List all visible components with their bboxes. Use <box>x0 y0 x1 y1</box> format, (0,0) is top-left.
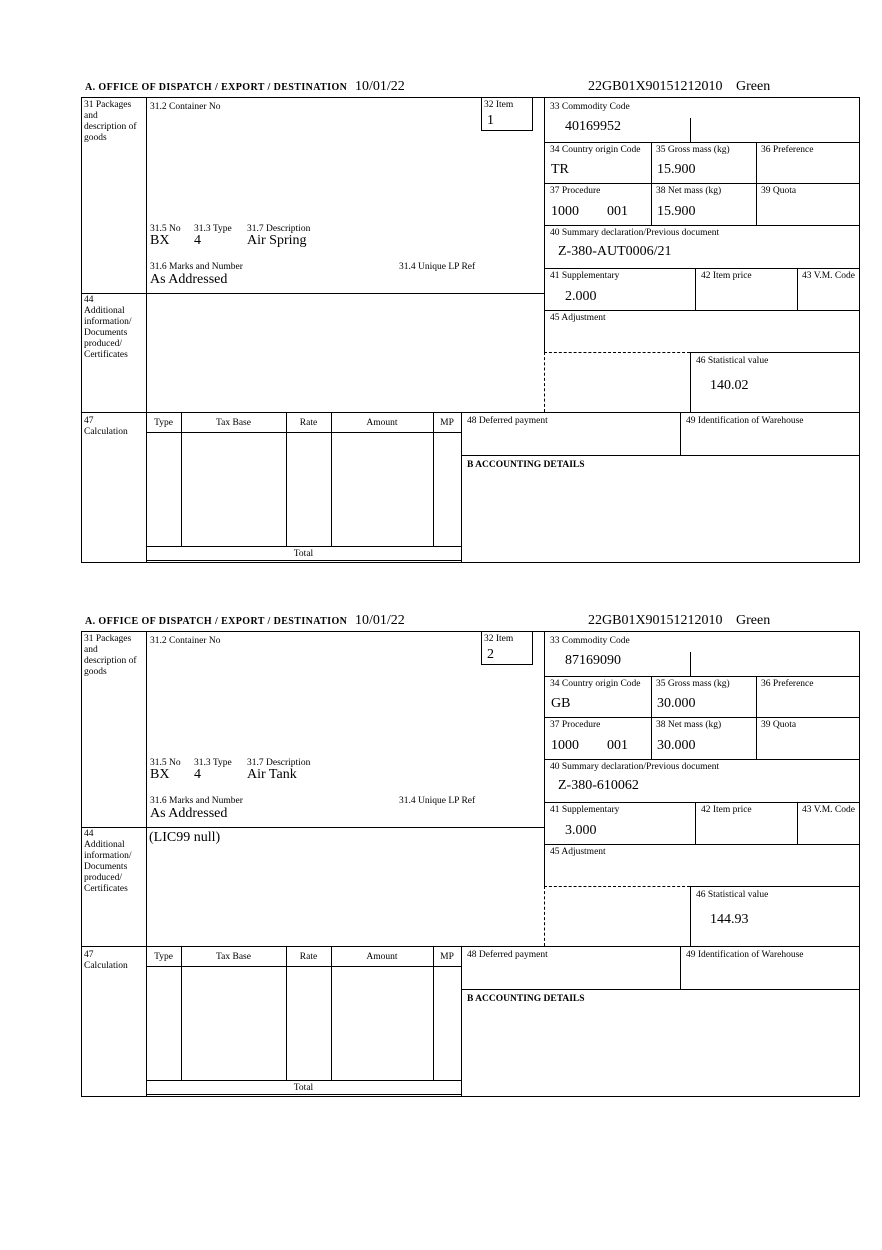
supplementary-value: 2.000 <box>565 289 597 304</box>
box40-summary-label: 40 Summary declaration/Previous document <box>550 228 720 238</box>
calc-table-col-line-1 <box>181 946 182 1080</box>
box41-42-divider-line <box>695 802 696 844</box>
box36-preference-label: 36 Preference <box>761 679 814 689</box>
commodity-code-value: 40169952 <box>565 119 621 134</box>
right-column-dashed-line <box>544 886 545 946</box>
left-column-divider-line <box>146 631 147 1097</box>
box38-net-mass-label: 38 Net mass (kg) <box>656 186 722 196</box>
total-row-top-line <box>146 1080 461 1081</box>
acceptance-date: 10/01/22 <box>355 79 405 94</box>
calc-col-tax-base-header: Tax Base <box>216 952 251 962</box>
box47-number-label: 47 <box>84 416 94 426</box>
box43-vm-code-label: 43 V.M. Code <box>802 805 855 815</box>
box31-4-lp-ref-label: 31.4 Unique LP Ref <box>399 796 476 806</box>
box31-5-no-label: 31.5 No <box>150 758 181 768</box>
calc-table-col-line-4 <box>433 946 434 1080</box>
box46-dashed-top-line <box>544 886 690 887</box>
box46-dashed-top-line <box>544 352 690 353</box>
office-of-dispatch-label: A. OFFICE OF DISPATCH / EXPORT / DESTINATION <box>85 82 348 93</box>
calc-col-rate-header: Rate <box>299 418 318 428</box>
calc-col-mp-header: MP <box>440 952 454 962</box>
box35-gross-mass-label: 35 Gross mass (kg) <box>656 145 730 155</box>
commodity-code-tick-line <box>690 652 691 676</box>
box41-top-line <box>544 268 860 269</box>
box49-warehouse-label: 49 Identification of Warehouse <box>686 950 804 960</box>
box44-text-label: Additional information/ Documents produced/ Certificates <box>84 840 132 894</box>
procedure-value: 1000 <box>551 204 579 219</box>
box47-top-line <box>81 412 860 413</box>
box44-top-line <box>81 827 544 828</box>
net-mass-value: 30.000 <box>657 738 696 753</box>
box48-49-divider-line <box>680 412 681 455</box>
procedure-extra-value: 001 <box>607 738 628 753</box>
calc-col-type-header: Type <box>154 418 173 428</box>
box46-statistical-label: 46 Statistical value <box>696 890 769 900</box>
previous-document-value: Z-380-610062 <box>558 778 639 793</box>
acceptance-date: 10/01/22 <box>355 613 405 628</box>
total-row-bottom-line <box>146 560 461 561</box>
box36-preference-label: 36 Preference <box>761 145 814 155</box>
calc-col-mp-header: MP <box>440 418 454 428</box>
total-row-bottom-line <box>146 1094 461 1095</box>
box46-top-line <box>690 886 860 887</box>
statistical-value: 144.93 <box>710 912 749 927</box>
box49-warehouse-label: 49 Identification of Warehouse <box>686 416 804 426</box>
box31-4-lp-ref-label: 31.4 Unique LP Ref <box>399 262 476 272</box>
box42-43-divider-line <box>797 268 798 310</box>
box37-top-line <box>544 717 860 718</box>
net-mass-value: 15.900 <box>657 204 696 219</box>
item-number-value: 1 <box>487 113 494 128</box>
supplementary-value: 3.000 <box>565 823 597 838</box>
box33-bottom-line <box>544 676 860 677</box>
calc-table-col-line-1 <box>181 412 182 546</box>
box31-7-description-label: 31.7 Description <box>247 758 311 768</box>
declaration-reference: 22GB01X90151212010 <box>588 613 723 628</box>
form-outline <box>81 97 860 563</box>
marks-and-number-value: As Addressed <box>150 272 228 287</box>
declaration-reference: 22GB01X90151212010 <box>588 79 723 94</box>
box46-left-line <box>690 352 691 412</box>
calc-table-col-line-2 <box>286 946 287 1080</box>
box41-top-line <box>544 802 860 803</box>
box48-49-divider-line <box>680 946 681 989</box>
box47-calculation-label: Calculation <box>84 427 128 437</box>
calc-table-header-line <box>146 966 461 967</box>
gross-mass-value: 30.000 <box>657 696 696 711</box>
packages-no-value: BX <box>150 767 170 782</box>
commodity-code-tick-line <box>690 118 691 142</box>
box31-label: 31 Packages and description of goods <box>84 634 137 677</box>
customs-declaration-item-section <box>81 78 860 564</box>
box46-top-line <box>690 352 860 353</box>
country-origin-value: GB <box>551 696 571 711</box>
goods-description-value: Air Spring <box>247 233 307 248</box>
calc-table-header-line <box>146 432 461 433</box>
accounting-details-label: B ACCOUNTING DETAILS <box>467 460 585 470</box>
procedure-extra-value: 001 <box>607 204 628 219</box>
commodity-code-value: 87169090 <box>565 653 621 668</box>
box46-left-line <box>690 886 691 946</box>
accounting-details-label: B ACCOUNTING DETAILS <box>467 994 585 1004</box>
box37-procedure-label: 37 Procedure <box>550 720 601 730</box>
box41-42-divider-line <box>695 268 696 310</box>
total-label: Total <box>293 549 314 559</box>
box37-top-line <box>544 183 860 184</box>
total-label: Total <box>293 1083 314 1093</box>
box31-5-no-label: 31.5 No <box>150 224 181 234</box>
box48-deferred-label: 48 Deferred payment <box>467 950 548 960</box>
box34-origin-label: 34 Country origin Code <box>550 679 641 689</box>
routing-status: Green <box>736 79 771 94</box>
box39-quota-label: 39 Quota <box>761 186 797 196</box>
box45-adjustment-label: 45 Adjustment <box>550 847 606 857</box>
box38-net-mass-label: 38 Net mass (kg) <box>656 720 722 730</box>
calc-table-right-line <box>461 412 462 563</box>
calc-table-col-line-4 <box>433 412 434 546</box>
statistical-value: 140.02 <box>710 378 749 393</box>
box31-3-type-label: 31.3 Type <box>194 224 232 234</box>
box40-top-line <box>544 225 860 226</box>
box32-item-label: 32 Item <box>484 100 514 110</box>
packages-no-value: BX <box>150 233 170 248</box>
customs-declaration-item-section <box>81 612 860 1098</box>
box32-item-label: 32 Item <box>484 634 514 644</box>
accounting-top-line <box>461 455 860 456</box>
marks-and-number-value: As Addressed <box>150 806 228 821</box>
additional-information-value: (LIC99 null) <box>149 830 221 845</box>
left-column-divider-line <box>146 97 147 563</box>
box48-deferred-label: 48 Deferred payment <box>467 416 548 426</box>
box39-quota-label: 39 Quota <box>761 720 797 730</box>
box31-label: 31 Packages and description of goods <box>84 100 137 143</box>
box45-top-line <box>544 310 860 311</box>
previous-document-value: Z-380-AUT0006/21 <box>558 244 672 259</box>
calc-col-amount-header: Amount <box>366 952 398 962</box>
calc-col-type-header: Type <box>154 952 173 962</box>
box40-summary-label: 40 Summary declaration/Previous document <box>550 762 720 772</box>
box43-vm-code-label: 43 V.M. Code <box>802 271 855 281</box>
box45-adjustment-label: 45 Adjustment <box>550 313 606 323</box>
box44-text-label: Additional information/ Documents produced/ Certificates <box>84 306 132 360</box>
box33-bottom-line <box>544 142 860 143</box>
box44-number-label: 44 <box>84 829 94 839</box>
calc-table-right-line <box>461 946 462 1097</box>
item-number-value: 2 <box>487 647 494 662</box>
calc-table-col-line-3 <box>331 946 332 1080</box>
box31-3-type-label: 31.3 Type <box>194 758 232 768</box>
box31-6-marks-label: 31.6 Marks and Number <box>150 796 243 806</box>
goods-description-value: Air Tank <box>247 767 297 782</box>
calc-table-col-line-2 <box>286 412 287 546</box>
box46-statistical-label: 46 Statistical value <box>696 356 769 366</box>
box44-number-label: 44 <box>84 295 94 305</box>
packages-type-value: 4 <box>194 233 201 248</box>
calc-col-tax-base-header: Tax Base <box>216 418 251 428</box>
form-outline <box>81 631 860 1097</box>
calc-col-rate-header: Rate <box>299 952 318 962</box>
box41-supplementary-label: 41 Supplementary <box>550 271 620 281</box>
right-column-dashed-line <box>544 352 545 412</box>
box47-number-label: 47 <box>84 950 94 960</box>
box37-procedure-label: 37 Procedure <box>550 186 601 196</box>
country-origin-value: TR <box>551 162 569 177</box>
box47-calculation-label: Calculation <box>84 961 128 971</box>
routing-status: Green <box>736 613 771 628</box>
box45-top-line <box>544 844 860 845</box>
box42-item-price-label: 42 Item price <box>701 805 752 815</box>
box33-commodity-label: 33 Commodity Code <box>550 102 630 112</box>
packages-type-value: 4 <box>194 767 201 782</box>
box47-top-line <box>81 946 860 947</box>
box40-top-line <box>544 759 860 760</box>
office-of-dispatch-label: A. OFFICE OF DISPATCH / EXPORT / DESTINATION <box>85 616 348 627</box>
box44-top-line <box>81 293 544 294</box>
box33-commodity-label: 33 Commodity Code <box>550 636 630 646</box>
calc-table-col-line-3 <box>331 412 332 546</box>
box31-6-marks-label: 31.6 Marks and Number <box>150 262 243 272</box>
box31-7-description-label: 31.7 Description <box>247 224 311 234</box>
box42-43-divider-line <box>797 802 798 844</box>
box34-origin-label: 34 Country origin Code <box>550 145 641 155</box>
box41-supplementary-label: 41 Supplementary <box>550 805 620 815</box>
total-row-top-line <box>146 546 461 547</box>
box31-2-container-label: 31.2 Container No <box>150 102 221 112</box>
accounting-top-line <box>461 989 860 990</box>
box35-gross-mass-label: 35 Gross mass (kg) <box>656 679 730 689</box>
box42-item-price-label: 42 Item price <box>701 271 752 281</box>
calc-col-amount-header: Amount <box>366 418 398 428</box>
box31-2-container-label: 31.2 Container No <box>150 636 221 646</box>
procedure-value: 1000 <box>551 738 579 753</box>
gross-mass-value: 15.900 <box>657 162 696 177</box>
